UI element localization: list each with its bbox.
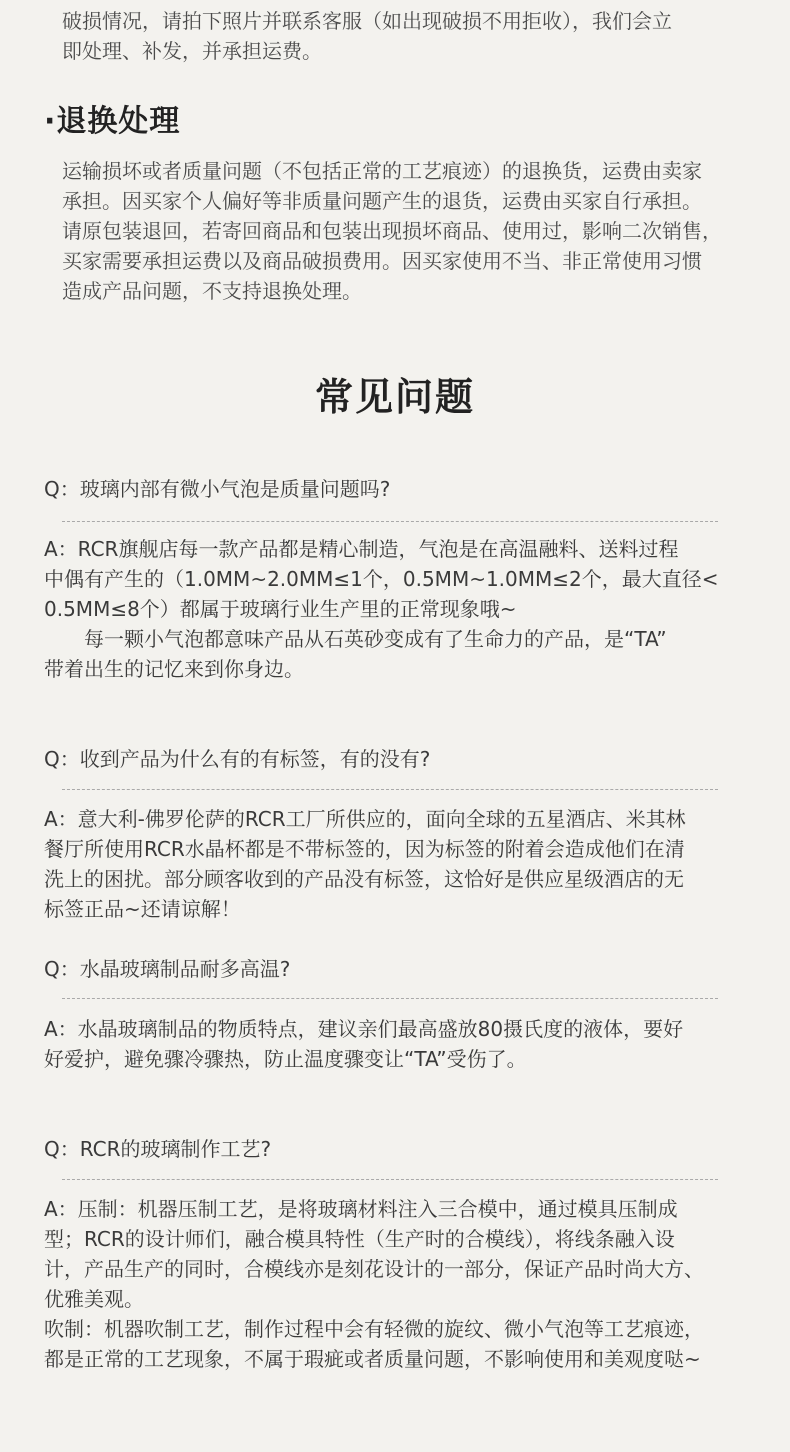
answer-line: 型；RCR的设计师们，融合模具特性（生产时的合模线），将线条融入设	[44, 1227, 675, 1251]
answer-line: 计，产品生产的同时，合模线亦是刻花设计的一部分，保证产品时尚大方、	[44, 1257, 704, 1281]
answer-line: 每一颗小气泡都意味产品从石英砂变成有了生命力的产品，是“TA”	[84, 627, 667, 651]
answer-line: 优雅美观。	[44, 1287, 144, 1311]
faq-question-1: Q：玻璃内部有微小气泡是质量问题吗?	[44, 477, 391, 501]
answer-line: 标签正品~还请谅解！	[44, 897, 241, 921]
answer-line: A：压制：机器压制工艺，是将玻璃材料注入三合模中，通过模具压制成	[44, 1197, 678, 1221]
answer-line: 都是正常的工艺现象，不属于瑕疵或者质量问题，不影响使用和美观度哒~	[44, 1347, 701, 1371]
faq-answer-1	[44, 534, 760, 684]
faq-answer-4	[44, 1194, 760, 1374]
faq-answer-3	[44, 1014, 760, 1074]
answer-line: A：水晶玻璃制品的物质特点，建议亲们最高盛放80摄氏度的液体，要好	[44, 1017, 684, 1041]
faq-question-3: Q：水晶玻璃制品耐多高温?	[44, 957, 291, 981]
answer-line: 0.5MM≤8个）都属于玻璃行业生产里的正常现象哦~	[44, 597, 517, 621]
returns-section-title: ·退换处理	[44, 104, 181, 139]
answer-line: 中偶有产生的（1.0MM~2.0MM≤1个，0.5MM~1.0MM≤2个，最大直径<	[44, 567, 719, 591]
answer-line: A：RCR旗舰店每一款产品都是精心制造，气泡是在高温融料、送料过程	[44, 537, 679, 561]
faq-question-2: Q：收到产品为什么有的有标签，有的没有?	[44, 747, 431, 771]
faq-divider	[62, 789, 718, 790]
returns-line: 请原包装退回，若寄回商品和包装出现损坏商品、使用过，影响二次销售，	[62, 219, 722, 243]
faq-divider	[62, 521, 718, 522]
answer-line: A：意大利-佛罗伦萨的RCR工厂所供应的，面向全球的五星酒店、米其林	[44, 807, 686, 831]
faq-divider	[62, 1179, 718, 1180]
intro-paragraph	[62, 6, 762, 66]
faq-divider	[62, 998, 718, 999]
returns-line: 运输损坏或者质量问题（不包括正常的工艺痕迹）的退换货，运费由卖家	[62, 159, 702, 183]
returns-line: 造成产品问题，不支持退换处理。	[62, 279, 362, 303]
returns-line: 买家需要承担运费以及商品破损费用。因买家使用不当、非正常使用习惯	[62, 249, 702, 273]
faq-question-4: Q：RCR的玻璃制作工艺?	[44, 1137, 272, 1161]
intro-line: 即处理、补发，并承担运费。	[62, 39, 322, 63]
answer-line: 餐厅所使用RCR水晶杯都是不带标签的，因为标签的附着会造成他们在清	[44, 837, 685, 861]
answer-line: 好爱护，避免骤冷骤热，防止温度骤变让“TA”受伤了。	[44, 1047, 527, 1071]
returns-line: 承担。因买家个人偏好等非质量问题产生的退货，运费由买家自行承担。	[62, 189, 702, 213]
faq-title: 常见问题	[314, 375, 475, 419]
answer-line: 洗上的困扰。部分顾客收到的产品没有标签，这恰好是供应星级酒店的无	[44, 867, 684, 891]
intro-line: 破损情况，请拍下照片并联系客服（如出现破损不用拒收），我们会立	[62, 9, 672, 33]
returns-section-body	[62, 156, 778, 306]
answer-line: 带着出生的记忆来到你身边。	[44, 657, 304, 681]
answer-line: 吹制：机器吹制工艺，制作过程中会有轻微的旋纹、微小气泡等工艺痕迹，	[44, 1317, 704, 1341]
faq-answer-2	[44, 804, 760, 924]
